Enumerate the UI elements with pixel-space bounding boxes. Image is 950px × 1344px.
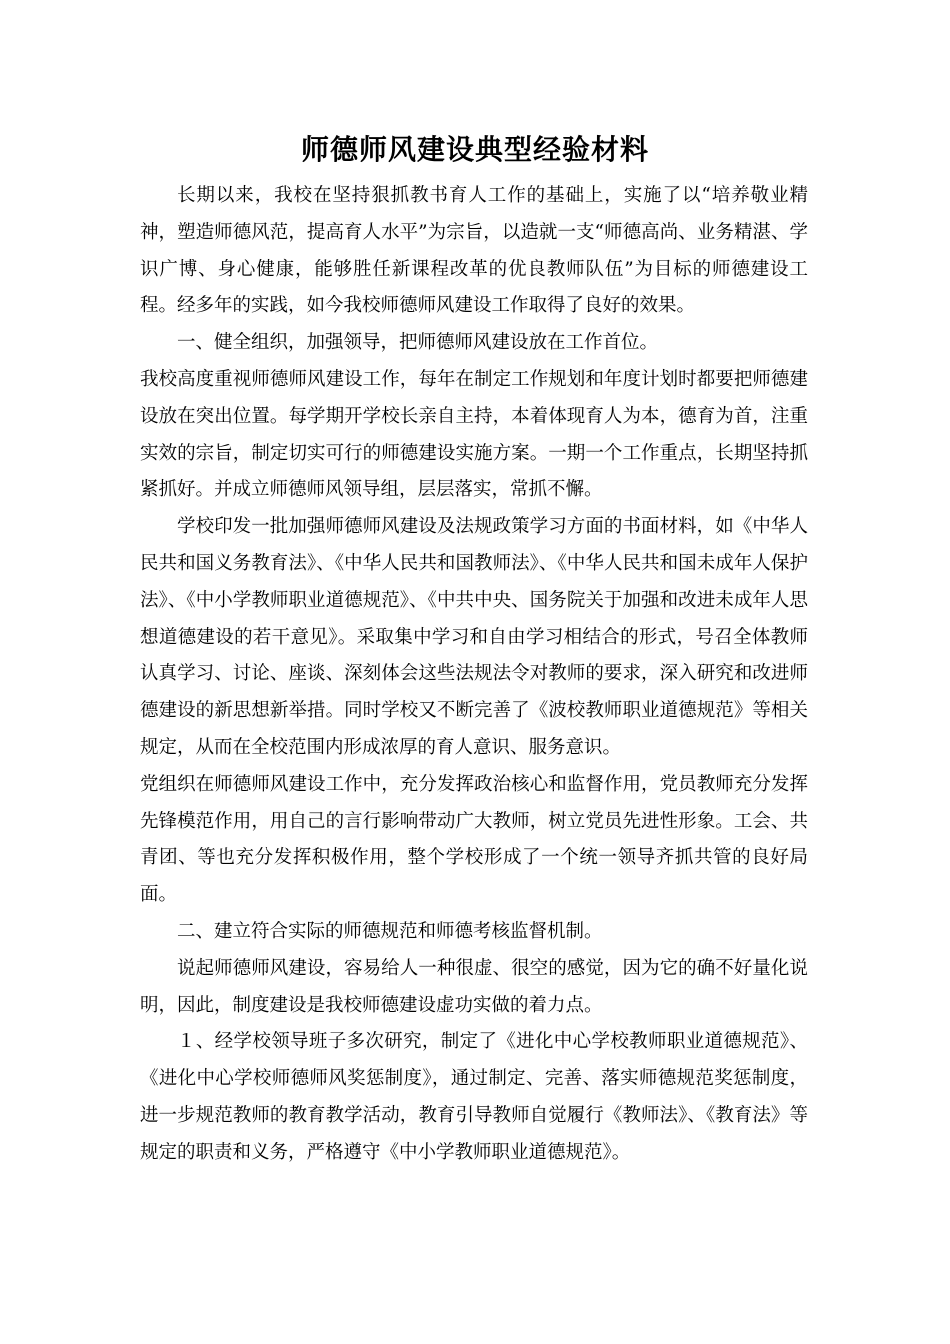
- section-heading-1: 一、健全组织，加强领导，把师德师风建设放在工作首位。: [177, 332, 659, 354]
- paragraph-intro: 长期以来，我校在坚持狠抓教书育人工作的基础上，实施了以“培养敬业精神，塑造师德风范，提高育人水平”为宗旨，以造就一支“师德高尚、业务精湛、学识广博、身心健康，能够胜任新课程改革的优良教师队伍”为目标的师德建设工程。经多年的实践，如今我校师德师风建设工作取得了良好的效果。: [140, 185, 808, 317]
- section-heading-2: 二、建立符合实际的师德规范和师德考核监督机制。: [177, 920, 603, 942]
- document-body: [140, 178, 808, 1172]
- paragraph-regulations: １、经学校领导班子多次研究，制定了《进化中心学校教师职业道德规范》、《进化中心学校师德师风奖惩制度》，通过制定、完善、落实师德规范奖惩制度，进一步规范教师的教育教学活动，教育引导教师自觉履行《教师法》、《教育法》等规定的职责和义务，严格遵守《中小学教师职业道德规范》。: [140, 1031, 808, 1163]
- document-title: 师德师风建设典型经验材料: [300, 133, 649, 166]
- paragraph-party-role: 党组织在师德师风建设工作中，充分发挥政治核心和监督作用，党员教师充分发挥先锋模范作用，用自己的言行影响带动广大教师，树立党员先进性形象。工会、共青团、等也充分发挥积极作用，整个学校形成了一个统一领导齐抓共管的良好局面。: [140, 773, 808, 906]
- paragraph-organization: 我校高度重视师德师风建设工作，每年在制定工作规划和年度计划时都要把师德建设放在突出位置。每学期开学校长亲自主持，本着体现育人为本，德育为首，注重实效的宗旨，制定切实可行的师德建设实施方案。一期一个工作重点，长期坚持抓紧抓好。并成立师德师风领导组，层层落实，常抓不懈。: [140, 368, 808, 501]
- paragraph-system-building: 说起师德师风建设，容易给人一种很虚、很空的感觉，因为它的确不好量化说明，因此，制度建设是我校师德建设虚功实做的着力点。: [140, 957, 808, 1016]
- paragraph-study-materials: 学校印发一批加强师德师风建设及法规政策学习方面的书面材料，如《中华人民共和国义务教育法》、《中华人民共和国教师法》、《中华人民共和国未成年人保护法》、《中小学教师职业道德规范》、《中共中央、国务院关于加强和改进未成年人思想道德建设的若干意见》。采取集中学习和自由学习相结合的形式，号召全体教师认真学习、讨论、座谈、深刻体会这些法规法令对教师的要求，深入研究和改进师德建设的新思想新举措。同时学校又不断完善了《波校教师职业道德规范》等相关规定，从而在全校范围内形成浓厚的育人意识、服务意识。: [140, 516, 808, 758]
